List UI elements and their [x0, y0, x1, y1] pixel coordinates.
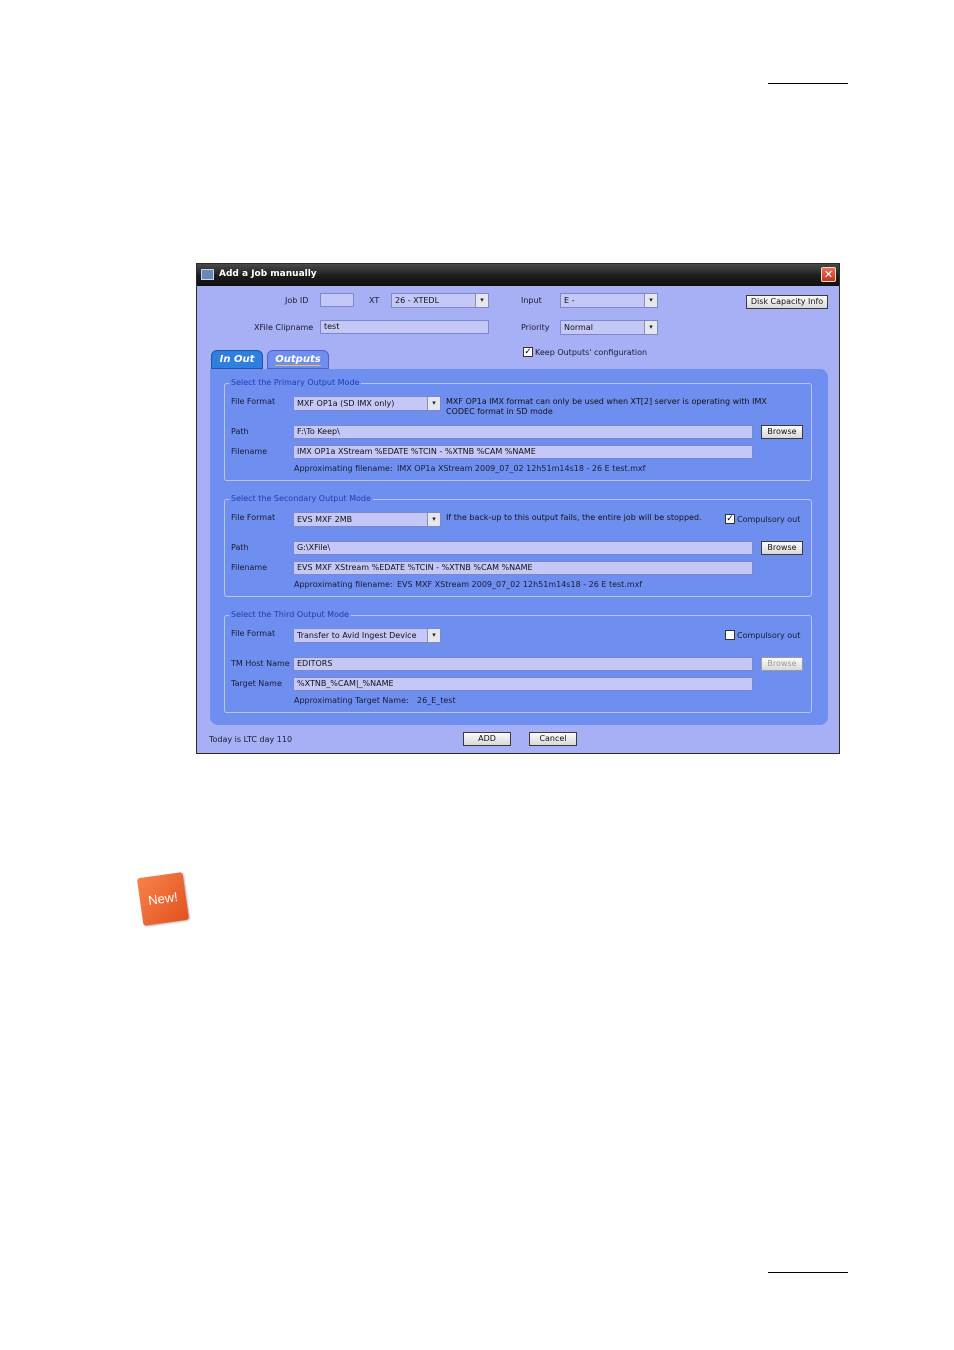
input-label: Input: [521, 296, 542, 305]
clipname-field[interactable]: test: [320, 320, 489, 334]
third-compulsory-label: Compulsory out: [737, 631, 801, 640]
chevron-down-icon[interactable]: ▾: [427, 513, 440, 526]
primary-filename-field[interactable]: IMX OP1a XStream %EDATE %TCIN - %XTNB %CAM %NAME: [293, 445, 753, 459]
primary-approx-value: IMX OP1a XStream 2009_07_02 12h51m14s18 - 26 E test.mxf: [397, 464, 646, 473]
app-icon: [201, 269, 214, 280]
ltc-day-text: Today is LTC day 110: [209, 735, 293, 744]
secondary-file-format-label: File Format: [231, 513, 276, 522]
outputs-panel: [210, 369, 828, 725]
primary-file-format-label: File Format: [231, 397, 276, 406]
third-file-format-value: Transfer to Avid Ingest Device: [297, 631, 417, 640]
secondary-file-format-select[interactable]: [293, 512, 441, 527]
third-target-label: Target Name: [231, 679, 282, 688]
third-host-field[interactable]: EDITORS: [293, 657, 753, 671]
keep-outputs-label: Keep Outputs' configuration: [535, 348, 648, 357]
secondary-path-label: Path: [231, 543, 249, 552]
secondary-browse-button[interactable]: Browse: [761, 541, 803, 555]
disk-capacity-button[interactable]: Disk Capacity Info: [746, 295, 828, 309]
new-badge-icon: [137, 872, 189, 926]
secondary-compulsory-label: Compulsory out: [737, 515, 801, 524]
priority-label: Priority: [521, 323, 550, 332]
chevron-down-icon[interactable]: ▾: [644, 294, 657, 307]
secondary-filename-field[interactable]: EVS MXF XStream %EDATE %TCIN - %XTNB %CAM %NAME: [293, 561, 753, 575]
primary-filename-label: Filename: [231, 447, 268, 456]
chevron-down-icon[interactable]: ▾: [475, 294, 488, 307]
primary-group-title: Select the Primary Output Mode: [231, 378, 360, 387]
footer-rule: [768, 1272, 848, 1273]
header-rule: [768, 83, 848, 84]
tab-outputs[interactable]: [267, 350, 329, 369]
xt-value: 26 - XTEDL: [395, 296, 440, 305]
third-group-title: Select the Third Output Mode: [231, 610, 349, 619]
third-approx-value: 26_E_test: [417, 696, 456, 705]
clipname-label: XFile Clipname: [254, 323, 314, 332]
add-button[interactable]: ADD: [463, 732, 511, 746]
primary-approx-label: Approximating filename:: [294, 464, 393, 473]
input-select[interactable]: [560, 293, 658, 308]
primary-path-label: Path: [231, 427, 249, 436]
input-value: E -: [564, 296, 575, 305]
primary-path-field[interactable]: F:\To Keep\: [293, 425, 753, 439]
primary-output-group: [224, 378, 812, 481]
third-approx-label: Approximating Target Name:: [294, 696, 409, 705]
secondary-filename-label: Filename: [231, 563, 268, 572]
third-compulsory-checkbox[interactable]: [725, 630, 735, 640]
tab-outputs-label: Outputs: [275, 354, 321, 365]
dialog-titlebar[interactable]: [197, 264, 839, 286]
third-output-group: [224, 610, 812, 713]
primary-format-note: MXF OP1a IMX format can only be used when XT[2] server is operating with IMX CODEC format in SD mode: [446, 397, 767, 416]
chevron-down-icon[interactable]: ▾: [427, 629, 440, 642]
chevron-down-icon[interactable]: ▾: [427, 397, 440, 410]
third-file-format-select[interactable]: [293, 628, 441, 643]
secondary-approx-label: Approximating filename:: [294, 580, 393, 589]
job-id-field[interactable]: [320, 293, 354, 307]
keep-outputs-checkbox[interactable]: ✓: [524, 347, 532, 357]
xt-select[interactable]: [391, 293, 489, 308]
primary-browse-button[interactable]: Browse: [761, 425, 803, 439]
priority-value: Normal: [564, 323, 593, 332]
secondary-output-group: [224, 494, 812, 597]
third-target-field[interactable]: %XTNB_%CAM|_%NAME: [293, 677, 753, 691]
tab-in-out[interactable]: In Out: [211, 350, 263, 369]
third-file-format-label: File Format: [231, 629, 276, 638]
job-id-label: Job ID: [285, 296, 309, 305]
primary-file-format-value: MXF OP1a (SD IMX only): [297, 399, 395, 408]
third-host-label: TM Host Name: [231, 659, 290, 668]
secondary-path-field[interactable]: G:\XFile\: [293, 541, 753, 555]
secondary-format-note: If the back-up to this output fails, the entire job will be stopped.: [446, 513, 702, 522]
chevron-down-icon[interactable]: ▾: [644, 321, 657, 334]
xt-label: XT: [369, 296, 380, 305]
secondary-approx-value: EVS MXF XStream 2009_07_02 12h51m14s18 - 26 E test.mxf: [397, 580, 643, 589]
cancel-button[interactable]: Cancel: [529, 732, 577, 746]
dialog-title: Add a Job manually: [219, 269, 317, 279]
add-job-dialog: [196, 263, 840, 754]
third-browse-button[interactable]: Browse: [761, 657, 803, 671]
secondary-file-format-value: EVS MXF 2MB: [297, 515, 353, 524]
primary-file-format-select[interactable]: [293, 396, 441, 411]
secondary-compulsory-checkbox[interactable]: ✓: [726, 514, 734, 524]
secondary-group-title: Select the Secondary Output Mode: [231, 494, 371, 503]
close-button[interactable]: ✕: [821, 267, 836, 282]
new-badge-text: New!: [147, 889, 179, 908]
priority-select[interactable]: [560, 320, 658, 335]
